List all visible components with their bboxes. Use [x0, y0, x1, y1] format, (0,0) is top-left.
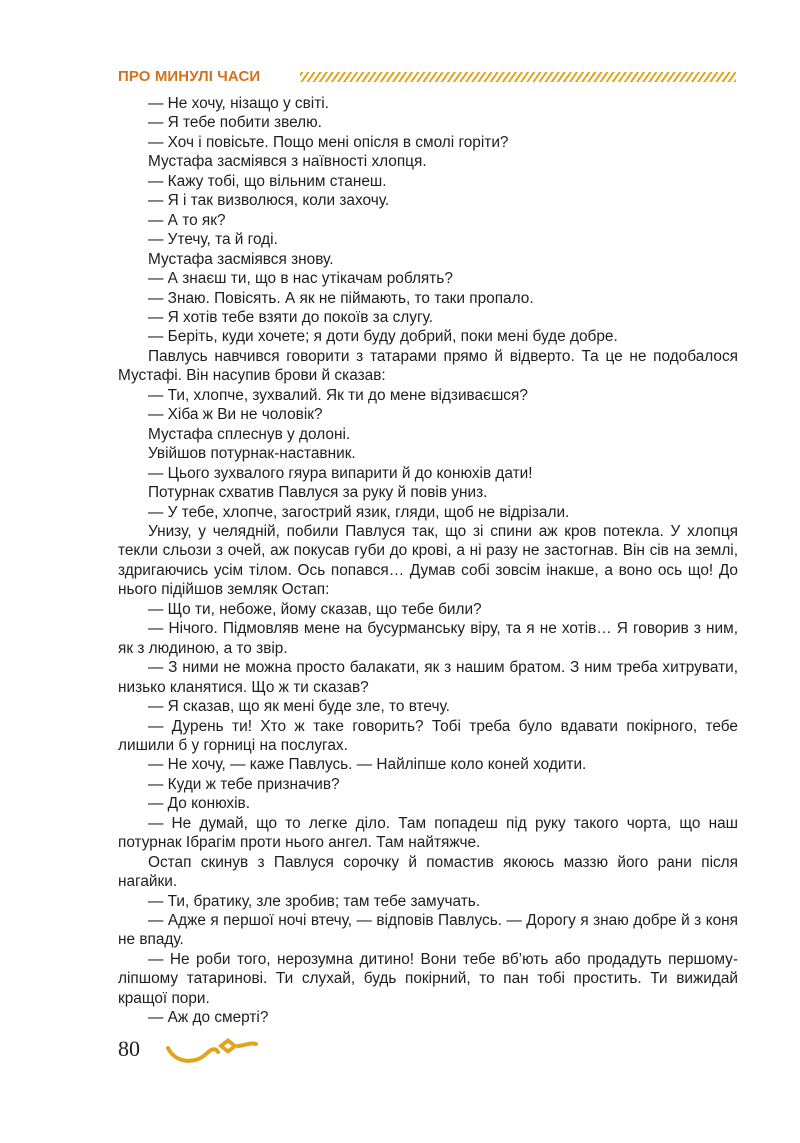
paragraph: — Ти, братику, зле зробив; там тебе замучать.	[148, 892, 481, 910]
paragraph: Павлусь навчився говорити з татарами прямо й відверто. Та це не подобалося Мустафі. Він насупив брови й сказав:	[118, 347, 738, 385]
paragraph: — Хіба ж Ви не чоловік?	[148, 406, 323, 424]
paragraph: — Не думай, що то легке діло. Там попадеш під руку такого чорта, що наш потурнак Ібрагім проти нього ангел. Там найтяжче.	[118, 814, 738, 852]
paragraph: — Цього зухвалого гяура випарити й до конюхів дати!	[148, 464, 533, 482]
paragraph: — Я тебе побити звелю.	[148, 114, 322, 132]
paragraph: — Не роби того, нерозумна дитино! Вони тебе вб’ють або продадуть першому-ліпшому татаринові. Ти слухай, будь покірний, то пан тобі простить. Ти вижидай кращої пори.	[118, 950, 738, 1007]
paragraph: — З ними не можна просто балакати, як з нашим братом. З ним треба хитрувати, низько кланятися. Що ж ти сказав?	[118, 659, 738, 696]
page-number: 80	[118, 1036, 140, 1061]
paragraph: Мустафа сплеснув у долоні.	[148, 425, 351, 443]
page-footer	[118, 1036, 318, 1076]
paragraph: — Нічого. Підмовляв мене на бусурманську віру, та я не хотів… Я говорив з ним, як з людиною, а то звір.	[118, 620, 738, 657]
paragraph: — Ти, хлопче, зухвалий. Як ти до мене відзиваєшся?	[148, 386, 528, 404]
paragraph: — Я сказав, що як мені буде зле, то втечу.	[148, 698, 450, 716]
paragraph: Потурнак схватив Павлуся за руку й повів униз.	[148, 484, 488, 502]
paragraph: Мустафа засміявся з наївності хлопця.	[148, 153, 427, 171]
paragraph: Остап скинув з Павлуся сорочку й помастив якоюсь маззю його рани після нагайки.	[118, 853, 738, 891]
paragraph: — Я і так визволюся, коли захочу.	[148, 192, 390, 210]
paragraph: — Хоч і повісьте. Пощо мені опісля в смолі горіти?	[148, 133, 509, 151]
paragraph: — Я хотів тебе взяти до покоїв за слугу.	[148, 308, 433, 326]
paragraph: Мустафа засміявся знову.	[148, 250, 334, 268]
paragraph: — Куди ж тебе призначив?	[148, 775, 340, 793]
paragraph: — У тебе, хлопче, загострий язик, гляди, щоб не відрізали.	[148, 503, 570, 521]
paragraph: — Утечу, та й годі.	[148, 231, 278, 249]
gold-swirl-ornament-icon	[166, 1038, 258, 1068]
paragraph: — А знаєш ти, що в нас утікачам роблять?	[148, 270, 453, 288]
section-title: ПРО МИНУЛІ ЧАСИ	[118, 68, 261, 85]
paragraph: — Кажу тобі, що вільним станеш.	[148, 172, 387, 190]
paragraph: — Знаю. Повісять. А як не піймають, то таки пропало.	[148, 289, 534, 307]
story-text	[118, 94, 738, 1028]
paragraph: — Адже я першої ночі втечу, — відповів Павлусь. — Дорогу я знаю добре й з коня не впаду.	[118, 912, 738, 949]
paragraph: — Не хочу, — каже Павлусь. — Найліпше коло коней ходити.	[148, 756, 587, 774]
paragraph: — Не хочу, нізащо у світі.	[148, 95, 329, 112]
paragraph: — А то як?	[148, 211, 226, 229]
paragraph: Унизу, у челядній, побили Павлуся так, що зі спини аж кров потекла. У хлопця текли сльози з очей, аж покусав губи до крові, а ні разу не застогнав. Він сів на землі, здригаючись усім тілом. Ось попався… Думав собі зовсім інакше, а воно ось що! До нього підійшов земляк Остап:	[118, 522, 738, 599]
paragraph: Увійшов потурнак-наставник.	[148, 445, 356, 463]
paragraph: — Дурень ти! Хто ж таке говорить? Тобі треба було вдавати покірного, тебе лишили б у горниці на послугах.	[118, 717, 738, 754]
paragraph: — Беріть, куди хочете; я доти буду добрий, поки мені буде добре.	[148, 328, 618, 346]
header-decorative-stripe	[300, 72, 736, 82]
running-header	[118, 66, 738, 90]
paragraph: — Аж до смерті?	[148, 1009, 269, 1027]
paragraph: — До конюхів.	[148, 795, 251, 813]
paragraph: — Що ти, небоже, йому сказав, що тебе били?	[148, 600, 482, 618]
